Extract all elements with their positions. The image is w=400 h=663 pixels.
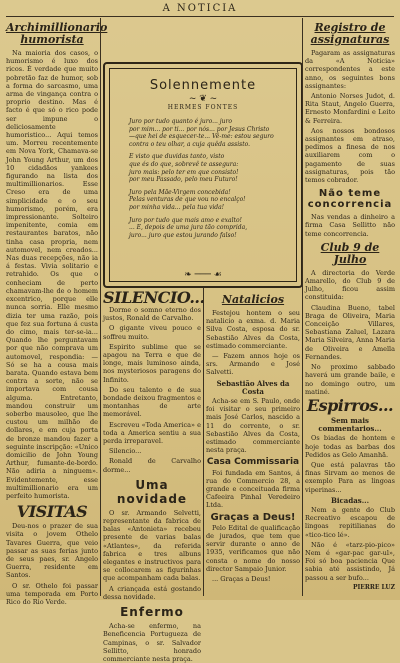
signature: PIERRE LUZ <box>352 583 395 591</box>
poem-stanza: E visto que duvidas tanto, visto que és do que, sobrevê te assegura: juro mais: pelo ter em que consisto! por meu Passado, pelo meu Futuro! <box>129 153 239 184</box>
visitas-text: Deu-nos o prazer de sua visita o jovem Othelo Tavares Guerra, que veio passar as suas ferias junto de seus paes, sr. Angelo Guerra, residente em Santos. <box>6 522 98 580</box>
column-right-center <box>206 290 300 596</box>
article-text: Na maioria dos casos, o humorismo é luxo dos ricos. É verdade que muito pobretão faz de humor, sob a forma do sarcasmo, uma arma de vingança contra o proprio destino. Mas é facto é que só o rico pode ser impune o deliciosamente humoristico... Aqui temos um. Morreu recentemente em Nova York, Chamava-se John Young Arthur, um dos 10 cidadãos yankees figurando na lista dos multimillionarios. Esse Creso era de uma simplicidade e o seu humorismo, porém, era impressionante. Solteiro impenitente, comia em restaurantes baratos, não tinha casa propria, nem automovel, nem creados... Nas duas recepções, não ia á festas. Vivia solitario e retrahido. Os que o conheciam de perto chamavam-lhe de o homem excentrico, porque elle nunca sorria. Elle mesmo dizia ter uma razão, pois que fez sua fortuna á custa do cimo, mais ter-se-ia... Quando lhe perguntavam por que não comprava um automovel, respondia: — Só se ha a cousa mais barata. Quando estava bem contra a sorte, não se importava com cousa alguma. Entretanto, mandou construir um soberbo mausoleo, que lhe custou um milhão de dollares, e em cuja porta de bronze mandou fazer a seguinte inscripção: «Unico domicilio de John Young Arthur, fumante-de-bordo. Não adiria a ninguem». Evidentemente, esse multimillionario era um perfeito humorista. <box>6 49 98 500</box>
gracas-text: ... Graças a Deus! <box>212 575 271 584</box>
bicadas-text: Não é «tarz-pio-pico» Nem é «gar-pac gar-ul», Foi só boa paciencia Que sabia até assistindo, Já passou a ser bufo... <box>305 540 395 582</box>
visitas-heading: VISITAS <box>16 502 88 522</box>
commissaria-text: Foi fundada em Santos, á rua do Commercio 28, a grande e conceituada firma Cafeeira Pinhal Veredeiro Ltda. <box>206 468 300 510</box>
gracas-text: Pelo Edital de qualificação de jurados, que tem que servir durante o anno de 1935, verificamos que não consta o nome do nosso director Sampaio Junior. <box>206 523 300 573</box>
masthead-rule <box>6 16 394 17</box>
natalicios-text: — Fazem annos hoje os srs. Armando e José Salvetti. <box>206 352 300 377</box>
natalicios-heading: Natalicios <box>221 293 285 306</box>
silencio-heading: SILENCIO... <box>103 288 205 307</box>
concorrencia-heading: Não teme concorrencia <box>307 188 393 211</box>
poem-title: Solennemente <box>149 78 257 93</box>
poem-stanza: Juro por tudo quanto é juro... juro por mim... por ti... por nós... por Jesus Christo —que hei de esquecer-te... Vê-me: estou seguro contra o teu olhar, a cuja quêda assisto. <box>129 118 274 148</box>
sebastiao-heading: Sebastião Alves da Costa <box>216 378 290 396</box>
silencio-text: Do seu talento e de sua bondade deixou fragmentos e montanhas de arte memorável. <box>103 385 201 419</box>
enfermo-text: Acha-se enfermo, na Beneficencia Portugueza de Campinas, o sr. Salvador Sellitto, honrado commerciante nesta praça. <box>103 622 201 663</box>
column-left <box>6 18 108 606</box>
poem-flourish-icon: ~ ❦ ~ <box>188 94 218 104</box>
column-divider <box>302 18 303 596</box>
column-center <box>103 288 205 663</box>
silencio-text: Espirito sublime que se apagou na Terra e que de longe, mais luminoso ainda, nos mysteriosos paragens do Infinito. <box>103 342 201 384</box>
registro-text: Pagaram as assignaturas da «A Noticia» correspondentes a este anno, os seguintes bons assignantes: <box>305 49 395 90</box>
visitas-text: O sr. Othelo foi passar uma temporada em Porto Rico do Rio Verde. <box>6 581 98 606</box>
novidade-text: O sr. Armando Selvetti, representante da fabrica de balas «Antonieta» recebeu presente de varias balas «Atlantes», da referida fabrica e tres albuns elegantes e instructivos para se collocarem as figurinhas que acompanham cada balas. <box>103 508 201 583</box>
poem-author: HERMES FONTES <box>167 104 239 111</box>
novidade-heading: Uma novidade <box>116 477 188 506</box>
silencio-text: Silencio... <box>109 447 142 456</box>
natalicios-text: Festejou hontem o seu natalicio a exma. d. Maria Silva Costa, esposa do sr. Sebastião Alves da Costa, estimado commerciante. <box>206 309 300 350</box>
column-right <box>305 18 395 596</box>
sebastiao-text: Acha-se em S. Paulo, onde foi visitar o seu primeiro mais José Carlos, nascido a 11 do corrente, o sr. Sebastião Alves da Costa, estimado commerciante nesta praça. <box>206 397 300 455</box>
clube-text: No proximo sabbado haverá um grande baile, e no domingo outro, um matiné. <box>305 363 395 396</box>
masthead: A NOTICIA <box>162 3 238 14</box>
poem-body <box>129 118 283 244</box>
silencio-text: Ronald de Carvalho dorme... <box>103 457 201 474</box>
poem-bottom-flourish-icon: ❧ ─── ☙ <box>184 270 222 280</box>
article-heading-archimillionario: Archimillionario humorista <box>6 21 108 46</box>
gracas-heading: Graças a Deus! <box>210 511 296 523</box>
silencio-text: O gigante viveu pouco e soffreu muito. <box>103 324 201 341</box>
bicadas-heading: Bicadas... <box>330 495 370 505</box>
espirros-text: Os biadas de hontem e hoje todas as barbas dos Pedidos as Gelo Amanhã. <box>305 434 395 459</box>
espirros-heading: Espirros... <box>306 395 394 415</box>
poem-frame <box>103 62 303 288</box>
clube-heading: Club 9 de Julho <box>320 240 380 266</box>
registro-text: Aos nossos bondosos assignantes em atraso, pedimos a finesa de nos auxiliarem com o pagamento de suas assignaturas, pois tão temos cobrador. <box>305 126 395 185</box>
espirros-text: Que está palavras tão finas Sirvam ao menos de exemplo Para as lingoas viperinas... <box>305 460 395 494</box>
bicadas-text: Nem a gente do Club Recreativo escapou de lingoas repitilianas do «tico-tico lé». <box>305 505 395 539</box>
silencio-text: Escreveu «Toda America» e toda a America sentiu a sua perda irreparavel. <box>103 420 201 446</box>
commissaria-heading: Casa Commissaria <box>206 457 300 468</box>
column-divider <box>203 288 204 596</box>
registro-text: Antonio Norses Judot, d. Rita Staut, Angelo Guerra, Ernesto Monfardini e Leito & Ferreira. <box>305 92 395 125</box>
clube-text: Claudina Bueno, tabel Braga de Oliveira, Maria Conceição Villares, Sebastiana Zaluel, Lazara Maria Silveira, Anna Maria de Oliveira e Amella Fernandes. <box>305 303 395 361</box>
novidade-text: A criançada está gostando dessa novidade. <box>103 584 201 601</box>
column-divider <box>100 18 101 596</box>
clube-text: A directoria do Verde Amarello, do Club 9 de Julho, ficou assim constituida: <box>305 268 395 302</box>
poem-stanza: Juro por tudo que mais amo e exalto! ... E, depois de uma jura tão comprida, juro... juro que estou jurando falso! <box>129 216 248 239</box>
espirros-subheading: Sem mais commentarios... <box>318 415 382 434</box>
concorrencia-text: Nas vendas a dinheiro a firma Casa Sellitto não teme concorrencia. <box>305 213 395 238</box>
enfermo-heading: Enfermo <box>120 605 184 620</box>
registro-heading: Registro de assignaturas <box>310 21 390 46</box>
silencio-text: Dorme o somno eterno dos justos, Ronald de Carvalho. <box>103 306 201 323</box>
poem-stanza: Juro pela Mãe-Virgem concebida! Pelas venturas de que vou no encalço! por minha vida... pela tua vida! <box>129 188 246 211</box>
